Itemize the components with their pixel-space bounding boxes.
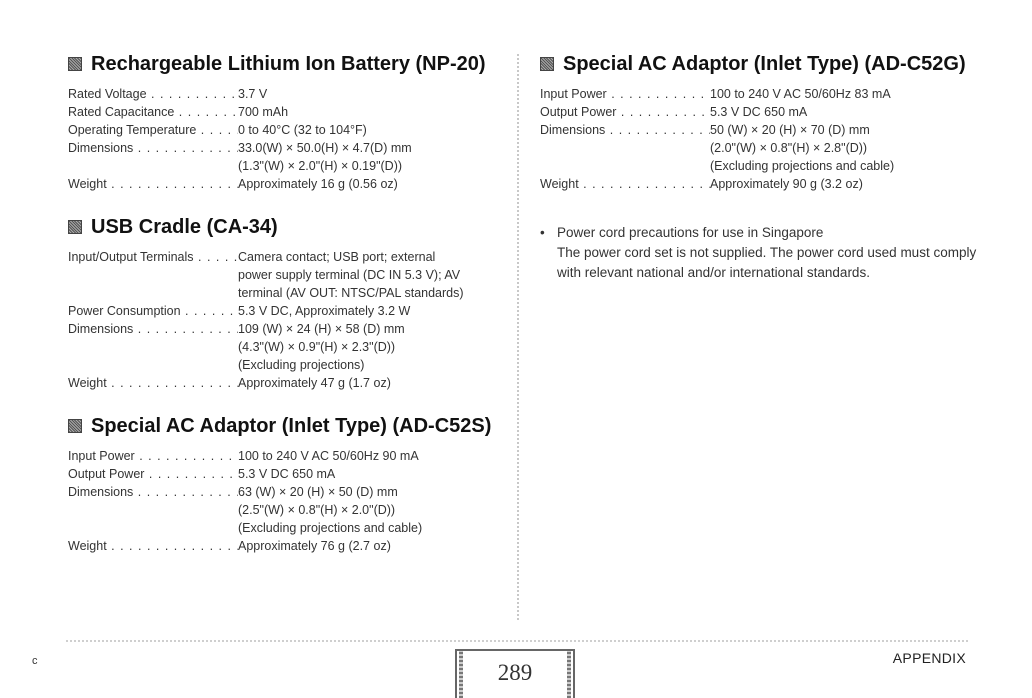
spec-value <box>238 302 508 320</box>
spec-label-text: Dimensions . . . <box>68 485 238 499</box>
spec-value-line: Camera contact; USB port; external <box>238 250 436 264</box>
square-bullet-icon <box>68 220 82 234</box>
spec-section <box>540 52 980 193</box>
spec-value-line: terminal (AV OUT: NTSC/PAL standards) <box>238 286 464 300</box>
spec-value-line: (4.3"(W) × 0.9"(H) × 2.3"(D)) <box>238 340 396 354</box>
spec-label-text: Power Consumption . . . <box>68 304 238 318</box>
spec-value <box>238 103 508 121</box>
left-column <box>68 52 508 577</box>
spec-value-line: Approximately 16 g (0.56 oz) <box>238 177 398 191</box>
spec-label-text: Dimensions . . . <box>68 322 238 336</box>
section-label: APPENDIX <box>892 650 966 666</box>
spec-value-line: (2.0"(W) × 0.8"(H) × 2.8"(D)) <box>710 141 868 155</box>
spec-row <box>68 302 508 320</box>
spec-value <box>238 85 508 103</box>
spec-value <box>238 374 508 392</box>
section-title: USB Cradle (CA-34) <box>91 216 278 238</box>
spec-row <box>68 465 508 483</box>
spec-value <box>238 248 508 302</box>
spec-value-line: (Excluding projections and cable) <box>238 521 423 535</box>
spec-value <box>238 139 508 175</box>
spec-row <box>68 139 508 175</box>
spec-section <box>68 215 508 392</box>
spec-label-text: Output Power . . . <box>540 105 710 119</box>
spec-value <box>710 175 980 193</box>
spec-value-line: 100 to 240 V AC 50/60Hz 90 mA <box>238 449 419 463</box>
spec-label-text: Rated Voltage . . . <box>68 87 238 101</box>
spec-label-text: Dimensions . . . <box>540 123 710 137</box>
spec-value-line: 5.3 V DC 650 mA <box>710 105 808 119</box>
section-title: Special AC Adaptor (Inlet Type) (AD-C52G) <box>563 53 966 75</box>
spec-label <box>540 175 710 193</box>
spec-label <box>540 85 710 103</box>
right-column <box>540 52 980 283</box>
section-heading <box>68 215 508 239</box>
spec-value-line: 3.7 V <box>238 87 268 101</box>
spec-label-text: Weight . . . <box>540 177 710 191</box>
spec-value <box>238 483 508 537</box>
square-bullet-icon <box>68 419 82 433</box>
spec-label <box>540 103 710 121</box>
spec-label <box>540 121 710 175</box>
spec-label <box>68 248 238 302</box>
spec-section <box>68 52 508 193</box>
spec-value <box>238 320 508 374</box>
spec-value-line: Approximately 47 g (1.7 oz) <box>238 376 391 390</box>
section-heading <box>68 414 508 438</box>
spec-value <box>238 465 508 483</box>
spec-label-text: Output Power . . . <box>68 467 238 481</box>
spec-row <box>540 85 980 103</box>
spec-row <box>68 483 508 537</box>
spec-row <box>540 103 980 121</box>
spec-label <box>68 374 238 392</box>
spec-label <box>68 139 238 175</box>
corner-marker: c <box>32 655 38 667</box>
spec-label-text: Weight . . . <box>68 177 238 191</box>
spec-value <box>238 121 508 139</box>
square-bullet-icon <box>68 57 82 71</box>
spec-row <box>68 103 508 121</box>
section-title: Special AC Adaptor (Inlet Type) (AD-C52S) <box>91 415 492 437</box>
spec-row <box>540 121 980 175</box>
square-bullet-icon <box>540 57 554 71</box>
spec-label <box>68 320 238 374</box>
spec-label-text: Weight . . . <box>68 539 238 553</box>
spec-value <box>238 175 508 193</box>
spec-label-text: Input Power . . . <box>540 87 710 101</box>
spec-value-line: Approximately 76 g (2.7 oz) <box>238 539 391 553</box>
bullet-icon: • <box>540 225 545 240</box>
spec-section <box>68 414 508 555</box>
singapore-power-cord-note <box>540 223 980 283</box>
spec-row <box>68 537 508 555</box>
spec-label-text: Input Power . . . <box>68 449 238 463</box>
spec-label <box>68 121 238 139</box>
spec-label-text: Dimensions . . . <box>68 141 238 155</box>
spec-value-line: 700 mAh <box>238 105 289 119</box>
spec-row <box>68 320 508 374</box>
spec-value-line: 50 (W) × 20 (H) × 70 (D) mm <box>710 123 870 137</box>
spec-value-line: (Excluding projections and cable) <box>710 159 895 173</box>
spec-value-line: 63 (W) × 20 (H) × 50 (D) mm <box>238 485 398 499</box>
spec-label <box>68 447 238 465</box>
spec-value <box>238 537 508 555</box>
spec-label <box>68 465 238 483</box>
spec-label-text: Operating Temperature . . . <box>68 123 238 137</box>
spec-row <box>68 121 508 139</box>
spec-label <box>68 302 238 320</box>
spec-row <box>68 175 508 193</box>
spec-value <box>710 121 980 175</box>
note-body: The power cord set is not supplied. The power cord used must comply with relevant national and/or international standards. <box>557 245 977 280</box>
spec-value <box>710 85 980 103</box>
spec-value-line: (1.3"(W) × 2.0"(H) × 0.19"(D)) <box>238 159 403 173</box>
footer-rule <box>66 640 968 642</box>
spec-label-text: Rated Capacitance . . . <box>68 105 238 119</box>
spec-label <box>68 537 238 555</box>
page-number: 289 <box>455 649 575 698</box>
section-title: Rechargeable Lithium Ion Battery (NP-20) <box>91 53 486 75</box>
spec-value-line: 5.3 V DC 650 mA <box>238 467 336 481</box>
spec-value-line: power supply terminal (DC IN 5.3 V); AV <box>238 268 461 282</box>
spec-value <box>710 103 980 121</box>
spec-value-line: Approximately 90 g (3.2 oz) <box>710 177 863 191</box>
spec-value-line: (Excluding projections) <box>238 358 365 372</box>
spec-value-line: 109 (W) × 24 (H) × 58 (D) mm <box>238 322 405 336</box>
section-heading <box>68 52 508 76</box>
spec-row <box>540 175 980 193</box>
spec-value-line: 33.0(W) × 50.0(H) × 4.7(D) mm <box>238 141 412 155</box>
spec-label <box>68 103 238 121</box>
spec-row <box>68 85 508 103</box>
spec-label-text: Weight . . . <box>68 376 238 390</box>
spec-label <box>68 483 238 537</box>
spec-value-line: (2.5"(W) × 0.8"(H) × 2.0"(D)) <box>238 503 396 517</box>
spec-value-line: 5.3 V DC, Approximately 3.2 W <box>238 304 411 318</box>
spec-label-text: Input/Output Terminals . . . <box>68 250 238 264</box>
spec-label <box>68 175 238 193</box>
section-heading <box>540 52 980 76</box>
note-title: Power cord precautions for use in Singapore <box>557 225 824 240</box>
spec-value-line: 100 to 240 V AC 50/60Hz 83 mA <box>710 87 891 101</box>
spec-label <box>68 85 238 103</box>
spec-value-line: 0 to 40°C (32 to 104°F) <box>238 123 367 137</box>
column-divider <box>517 54 519 620</box>
spec-row <box>68 248 508 302</box>
spec-value <box>238 447 508 465</box>
spec-row <box>68 447 508 465</box>
spec-row <box>68 374 508 392</box>
